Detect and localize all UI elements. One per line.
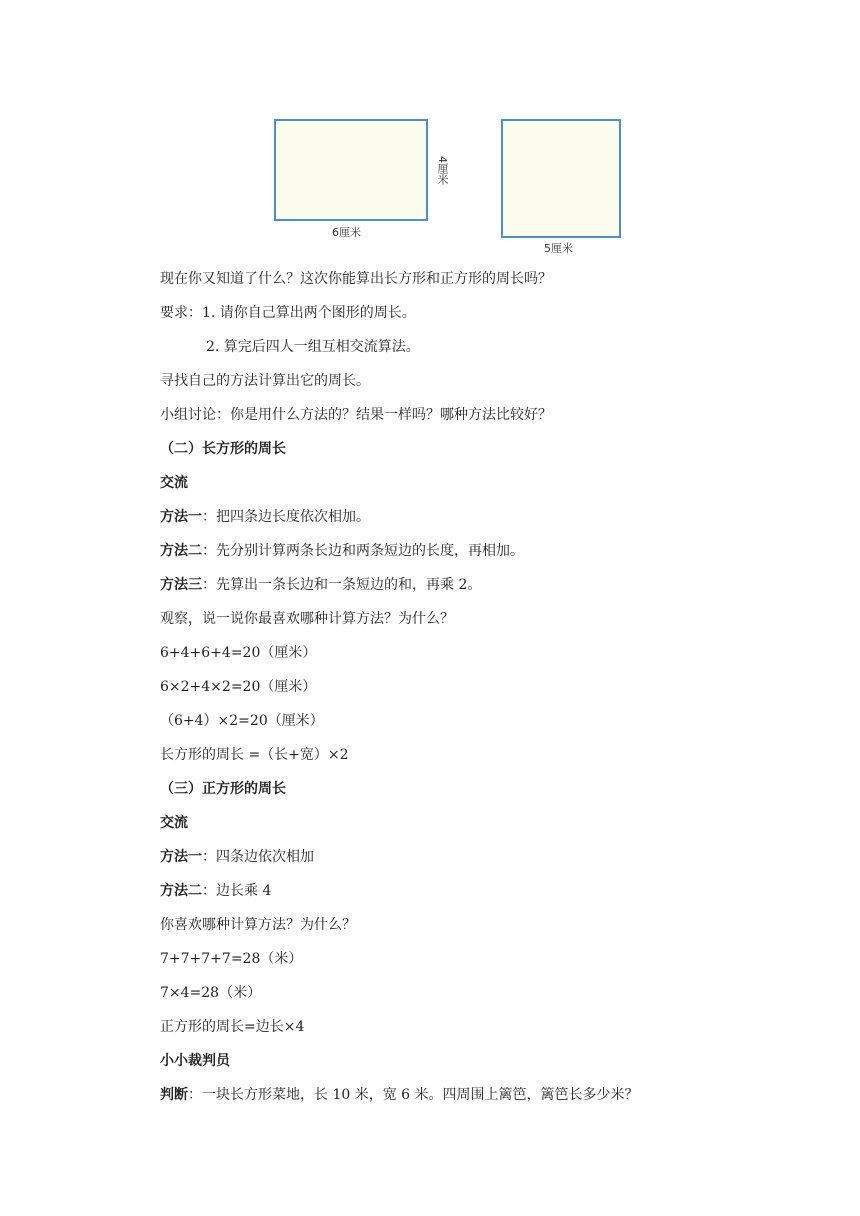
method-label: 方法二: [160, 543, 202, 559]
requirement-line-2: 2. 算完后四人一组互相交流算法。: [206, 339, 420, 355]
judgement-label: 判断: [160, 1087, 188, 1103]
subheading-exchange: 交流: [160, 815, 188, 831]
method-line: [160, 847, 314, 867]
section-heading-referee: 小小裁判员: [160, 1053, 230, 1069]
judgement-line: [160, 1085, 639, 1105]
method-label: 方法一: [160, 849, 202, 865]
square-side-label: 5厘米: [544, 242, 573, 255]
method-text: ：把四条边长度依次相加。: [202, 509, 370, 525]
method-line: [160, 507, 370, 527]
requirement-line-1: 要求：1. 请你自己算出两个图形的周长。: [160, 305, 416, 321]
formula-line: 长方形的周长 =（长+宽）×2: [160, 747, 349, 763]
method-label: 方法二: [160, 883, 202, 899]
rectangle-width-label: 6厘米: [332, 226, 361, 239]
section-heading-rectangle: （二）长方形的周长: [160, 441, 286, 457]
judgement-text: ：一块长方形菜地，长 10 米，宽 6 米。四周围上篱笆，篱笆长多少米？: [188, 1087, 639, 1103]
method-text: ：边长乘 4: [202, 883, 272, 899]
subheading-exchange: 交流: [160, 475, 188, 491]
rectangle-shape: [274, 119, 428, 221]
formula-line: 7+7+7+7=28（米）: [160, 951, 303, 967]
formula-line: 正方形的周长=边长×4: [160, 1019, 305, 1035]
method-label: 方法三: [160, 577, 202, 593]
formula-line: 6+4+6+4=20（厘米）: [160, 645, 317, 661]
method-text: ：四条边依次相加: [202, 849, 314, 865]
formula-line: 7×4=28（米）: [160, 985, 262, 1001]
method-line: [160, 575, 481, 595]
method-text: ：先分别计算两条长边和两条短边的长度，再相加。: [202, 543, 524, 559]
text-line: 观察，说一说你最喜欢哪种计算方法？为什么？: [160, 611, 454, 627]
text-line: 寻找自己的方法计算出它的周长。: [160, 373, 370, 389]
shapes-figure: [0, 0, 860, 260]
method-line: [160, 881, 271, 901]
formula-line: （6+4）×2=20（厘米）: [160, 713, 324, 729]
square-shape: [501, 119, 621, 238]
method-label: 方法一: [160, 509, 202, 525]
rectangle-height-label: 4厘米: [436, 156, 449, 185]
formula-line: 6×2+4×2=20（厘米）: [160, 679, 317, 695]
method-text: ：先算出一条长边和一条短边的和，再乘 2。: [202, 577, 482, 593]
text-line: 你喜欢哪种计算方法？为什么？: [160, 917, 356, 933]
group-discussion-line: 小组讨论：你是用什么方法的？结果一样吗？哪种方法比较好？: [160, 407, 552, 423]
section-heading-square: （三）正方形的周长: [160, 781, 286, 797]
method-line: [160, 541, 524, 561]
text-line: 现在你又知道了什么？这次你能算出长方形和正方形的周长吗？: [160, 271, 552, 287]
